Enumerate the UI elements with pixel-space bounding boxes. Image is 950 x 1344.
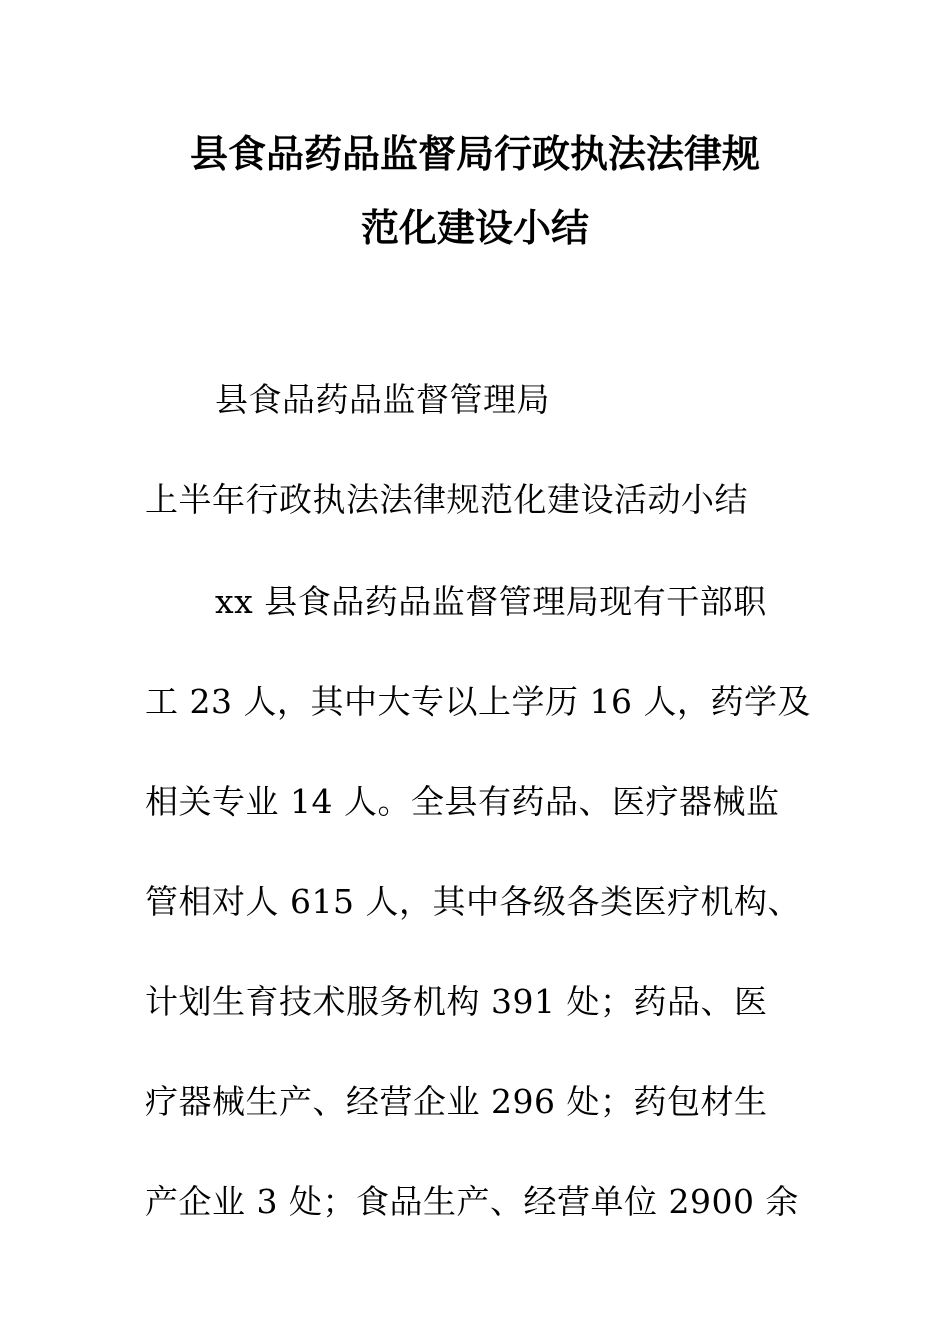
- issuer-line: 县食品药品监督管理局: [215, 380, 550, 419]
- paragraph-line: 相关专业 14 人。全县有药品、医疗器械监: [145, 782, 780, 821]
- paragraph-line: 工 23 人，其中大专以上学历 16 人，药学及: [145, 682, 811, 721]
- subtitle-line: 上半年行政执法法律规范化建设活动小结: [145, 480, 748, 519]
- paragraph-line: 计划生育技术服务机构 391 处；药品、医: [145, 982, 768, 1021]
- paragraph-line: 疗器械生产、经营企业 296 处；药包材生: [145, 1082, 768, 1121]
- paragraph-line: xx 县食品药品监督管理局现有干部职: [215, 582, 767, 621]
- document-title-line-1: 县食品药品监督局行政执法法律规: [189, 132, 760, 176]
- paragraph-line: 管相对人 615 人，其中各级各类医疗机构、: [145, 882, 801, 921]
- paragraph-line: 产企业 3 处；食品生产、经营单位 2900 余: [145, 1182, 799, 1221]
- document-title-line-2: 范化建设小结: [360, 206, 589, 250]
